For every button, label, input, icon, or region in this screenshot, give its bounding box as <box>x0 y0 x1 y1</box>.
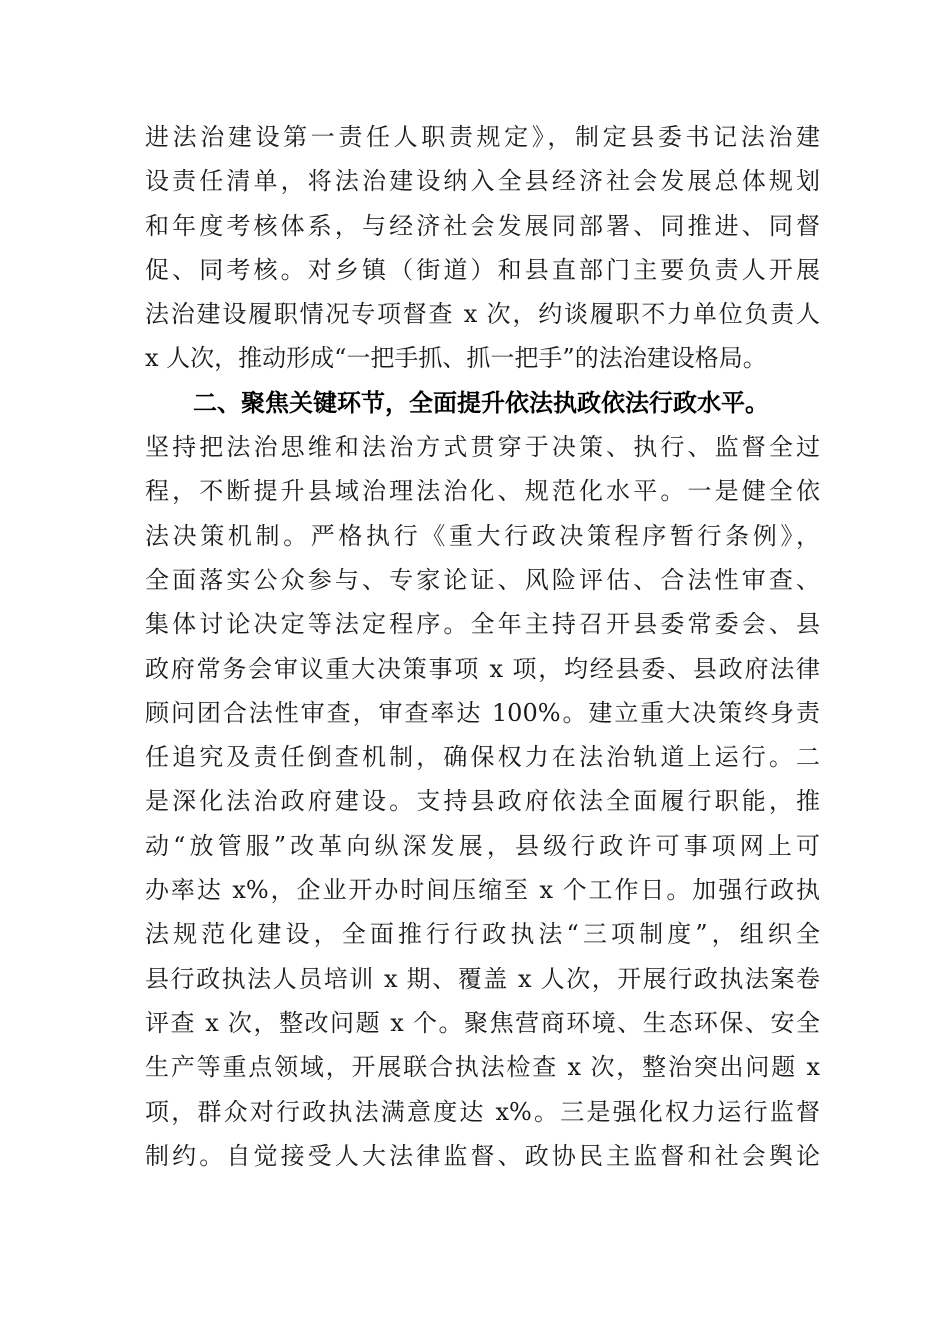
section-heading: 二、聚焦关键环节，全面提升依法执政依法行政水平。 <box>193 388 769 417</box>
body-line-17: 动“放管服”改革向纵深发展，县级行政许可事项网上可 <box>145 831 820 860</box>
body-line-14: 顾问团合法性审查，审查率达 100%。建立重大决策终身责 <box>145 698 820 727</box>
body-line-16: 是深化法治政府建设。支持县政府依法全面履行职能，推 <box>145 787 820 816</box>
body-line-2: 设责任清单，将法治建设纳入全县经济社会发展总体规划 <box>145 167 820 196</box>
body-line-10: 法决策机制。严格执行《重大行政决策程序暂行条例》， <box>145 521 820 550</box>
document-page <box>145 115 820 1178</box>
body-line-9: 程，不断提升县域治理法治化、规范化水平。一是健全依 <box>145 477 820 506</box>
body-line-11: 全面落实公众参与、专家论证、风险评估、合法性审查、 <box>145 565 820 594</box>
body-line-8: 坚持把法治思维和法治方式贯穿于决策、执行、监督全过 <box>145 433 820 462</box>
body-line-1: 进法治建设第一责任人职责规定》，制定县委书记法治建 <box>145 123 820 151</box>
body-line-4: 促、同考核。对乡镇（街道）和县直部门主要负责人开展 <box>145 255 820 284</box>
body-line-15: 任追究及责任倒查机制，确保权力在法治轨道上运行。二 <box>145 743 820 772</box>
body-line-5: 法治建设履职情况专项督查 x 次，约谈履职不力单位负责人 <box>145 300 820 329</box>
body-line-23: 项，群众对行政执法满意度达 x%。三是强化权力运行监督 <box>145 1097 820 1126</box>
body-line-12: 集体讨论决定等法定程序。全年主持召开县委常委会、县 <box>145 610 820 639</box>
body-line-6: x 人次，推动形成“一把手抓、抓一把手”的法治建设格局。 <box>145 344 767 373</box>
body-line-22: 生产等重点领域，开展联合执法检查 x 次，整治突出问题 x <box>145 1053 820 1082</box>
body-line-18: 办率达 x%，企业开办时间压缩至 x 个工作日。加强行政执 <box>145 876 820 905</box>
body-line-3: 和年度考核体系，与经济社会发展同部署、同推进、同督 <box>145 211 820 240</box>
body-line-24: 制约。自觉接受人大法律监督、政协民主监督和社会舆论 <box>145 1141 820 1170</box>
body-line-20: 县行政执法人员培训 x 期、覆盖 x 人次，开展行政执法案卷 <box>145 964 820 993</box>
body-line-21: 评查 x 次，整改问题 x 个。聚焦营商环境、生态环保、安全 <box>145 1008 820 1037</box>
body-line-13: 政府常务会审议重大决策事项 x 项，均经县委、县政府法律 <box>145 654 820 683</box>
body-line-19: 法规范化建设，全面推行行政执法“三项制度”，组织全 <box>145 920 820 949</box>
